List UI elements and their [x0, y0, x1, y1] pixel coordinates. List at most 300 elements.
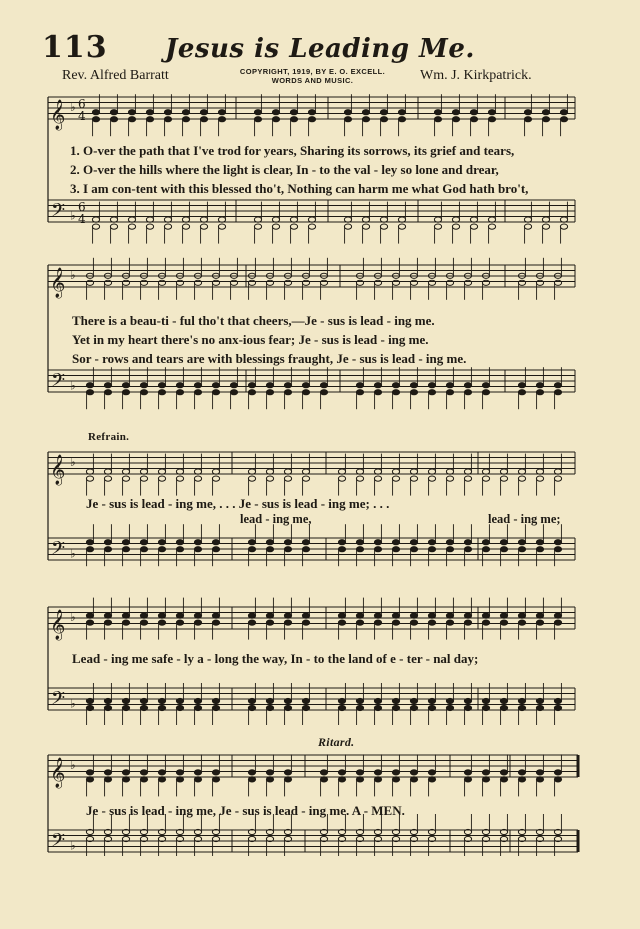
note-head	[518, 770, 525, 775]
note-head	[374, 469, 381, 474]
note-head	[122, 613, 129, 618]
note-head	[344, 224, 351, 229]
note-head	[524, 224, 531, 229]
note-head	[554, 383, 561, 388]
note-head	[266, 476, 273, 481]
note-head	[104, 469, 111, 474]
note-head	[554, 620, 561, 625]
note-head	[284, 390, 291, 395]
note-head	[158, 705, 165, 710]
note-head	[464, 476, 471, 481]
note-head	[374, 540, 381, 545]
copyright-notice: COPYRIGHT, 1919, BY E. O. EXCELL. WORDS AND MUSIC.	[239, 67, 386, 85]
note-head	[158, 540, 165, 545]
note-head	[554, 390, 561, 395]
note-head	[212, 620, 219, 625]
note-head	[560, 117, 567, 122]
flat-sign: ♭	[70, 100, 76, 114]
refrain-label: Refrain.	[88, 431, 130, 443]
note-head	[446, 540, 453, 545]
note-head	[122, 476, 129, 481]
note-head	[542, 217, 549, 222]
note-head	[536, 547, 543, 552]
note-head	[428, 620, 435, 625]
note-head	[140, 390, 147, 395]
note-head	[446, 698, 453, 703]
note-head	[428, 547, 435, 552]
note-head	[392, 705, 399, 710]
note-head	[464, 469, 471, 474]
note-head	[122, 705, 129, 710]
note-head	[86, 280, 93, 285]
flat-sign: ♭	[70, 378, 76, 393]
note-head	[446, 613, 453, 618]
note-head	[194, 705, 201, 710]
note-head	[554, 469, 561, 474]
note-head	[446, 476, 453, 481]
note-head	[344, 117, 351, 122]
refrain-line-1: Je - sus is lead - ing me, . . . Je - sus is lead - ing me; . . .	[86, 496, 390, 511]
note-head	[272, 217, 279, 222]
note-head	[248, 613, 255, 618]
note-head	[158, 390, 165, 395]
note-head	[164, 117, 171, 122]
bass-clef: 𝄢	[51, 538, 66, 564]
note-head	[374, 620, 381, 625]
note-head	[356, 613, 363, 618]
note-head	[158, 777, 165, 782]
note-head	[488, 217, 495, 222]
note-head	[92, 110, 99, 115]
note-head	[158, 280, 165, 285]
note-head	[398, 110, 405, 115]
note-head	[428, 777, 435, 782]
note-head	[248, 540, 255, 545]
note-head	[266, 698, 273, 703]
note-head	[248, 698, 255, 703]
note-head	[218, 110, 225, 115]
note-head	[524, 117, 531, 122]
note-head	[290, 117, 297, 122]
note-head	[428, 540, 435, 545]
note-head	[536, 698, 543, 703]
note-head	[110, 117, 117, 122]
note-head	[122, 540, 129, 545]
note-head	[302, 547, 309, 552]
note-head	[320, 770, 327, 775]
note-head	[104, 476, 111, 481]
note-head	[248, 777, 255, 782]
note-head	[446, 620, 453, 625]
note-head	[374, 547, 381, 552]
note-head	[248, 280, 255, 285]
note-head	[518, 540, 525, 545]
note-head	[362, 224, 369, 229]
note-head	[374, 613, 381, 618]
note-head	[182, 217, 189, 222]
note-head	[302, 613, 309, 618]
note-head	[302, 383, 309, 388]
note-head	[398, 217, 405, 222]
note-head	[254, 110, 261, 115]
note-head	[500, 540, 507, 545]
note-head	[104, 620, 111, 625]
note-head	[392, 698, 399, 703]
note-head	[446, 469, 453, 474]
note-head	[560, 224, 567, 229]
note-head	[410, 540, 417, 545]
note-head	[482, 777, 489, 782]
note-head	[428, 613, 435, 618]
note-head	[86, 476, 93, 481]
note-head	[176, 476, 183, 481]
note-head	[284, 383, 291, 388]
note-head	[86, 620, 93, 625]
note-head	[86, 469, 93, 474]
note-head	[284, 613, 291, 618]
note-head	[482, 613, 489, 618]
note-head	[176, 469, 183, 474]
note-head	[212, 383, 219, 388]
note-head	[380, 117, 387, 122]
note-head	[428, 705, 435, 710]
treble-clef: 𝄞	[50, 610, 66, 640]
note-head	[122, 777, 129, 782]
note-head	[266, 390, 273, 395]
note-head	[464, 705, 471, 710]
note-head	[266, 469, 273, 474]
note-head	[500, 777, 507, 782]
note-head	[464, 770, 471, 775]
note-head	[308, 224, 315, 229]
note-head	[446, 705, 453, 710]
note-head	[194, 390, 201, 395]
note-head	[86, 777, 93, 782]
note-head	[320, 280, 327, 285]
note-head	[374, 476, 381, 481]
note-head	[122, 390, 129, 395]
note-head	[86, 383, 93, 388]
bass-clef: 𝄢	[51, 830, 66, 856]
note-head	[140, 613, 147, 618]
note-head	[200, 117, 207, 122]
note-head	[230, 383, 237, 388]
note-head	[482, 705, 489, 710]
note-head	[308, 117, 315, 122]
note-head	[482, 540, 489, 545]
note-head	[554, 698, 561, 703]
note-head	[320, 383, 327, 388]
note-head	[212, 613, 219, 618]
note-head	[104, 280, 111, 285]
note-head	[392, 547, 399, 552]
note-head	[140, 547, 147, 552]
treble-clef: 𝄞	[50, 758, 66, 788]
note-head	[218, 217, 225, 222]
verse-1-line-1: 1. O-ver the path that I've trod for years, Sharing its sorrows, its grief and tears,	[70, 143, 515, 158]
note-head	[212, 469, 219, 474]
note-head	[104, 547, 111, 552]
note-head	[86, 705, 93, 710]
note-head	[500, 770, 507, 775]
author-credit: Rev. Alfred Barratt	[62, 68, 169, 83]
note-head	[500, 705, 507, 710]
note-head	[356, 777, 363, 782]
note-head	[554, 476, 561, 481]
note-head	[284, 705, 291, 710]
note-head	[542, 224, 549, 229]
note-head	[482, 620, 489, 625]
note-head	[464, 540, 471, 545]
note-head	[392, 390, 399, 395]
note-head	[176, 613, 183, 618]
note-head	[338, 476, 345, 481]
note-head	[464, 698, 471, 703]
note-head	[194, 547, 201, 552]
note-head	[356, 469, 363, 474]
note-head	[194, 476, 201, 481]
note-head	[290, 224, 297, 229]
note-head	[272, 224, 279, 229]
refrain-echo-1: lead - ing me,	[240, 512, 312, 526]
note-head	[212, 698, 219, 703]
flat-sign: ♭	[70, 455, 76, 469]
note-head	[284, 469, 291, 474]
note-head	[470, 110, 477, 115]
ritard-label: Ritard.	[318, 735, 355, 749]
note-head	[104, 698, 111, 703]
treble-clef: 𝄞	[50, 100, 66, 130]
note-head	[410, 280, 417, 285]
note-head	[194, 469, 201, 474]
note-head	[500, 476, 507, 481]
note-head	[380, 110, 387, 115]
note-head	[434, 117, 441, 122]
flat-sign: ♭	[70, 546, 76, 561]
note-head	[524, 110, 531, 115]
note-head	[266, 620, 273, 625]
note-head	[128, 224, 135, 229]
note-head	[194, 620, 201, 625]
note-head	[464, 547, 471, 552]
flat-sign: ♭	[70, 696, 76, 711]
note-head	[428, 476, 435, 481]
note-head	[194, 540, 201, 545]
note-head	[452, 224, 459, 229]
note-head	[536, 390, 543, 395]
note-head	[104, 777, 111, 782]
note-head	[176, 770, 183, 775]
note-head	[362, 217, 369, 222]
note-head	[302, 469, 309, 474]
note-head	[218, 224, 225, 229]
note-head	[410, 613, 417, 618]
note-head	[110, 217, 117, 222]
note-head	[212, 390, 219, 395]
note-head	[302, 280, 309, 285]
note-head	[464, 620, 471, 625]
note-head	[356, 705, 363, 710]
note-head	[554, 613, 561, 618]
note-head	[86, 698, 93, 703]
note-head	[536, 476, 543, 481]
note-head	[452, 110, 459, 115]
note-head	[302, 620, 309, 625]
note-head	[374, 383, 381, 388]
note-head	[428, 698, 435, 703]
note-head	[518, 390, 525, 395]
note-head	[248, 390, 255, 395]
note-head	[518, 476, 525, 481]
note-head	[542, 117, 549, 122]
note-head	[536, 613, 543, 618]
note-head	[518, 613, 525, 618]
note-head	[248, 770, 255, 775]
note-head	[122, 383, 129, 388]
bass-clef: 𝄢	[51, 688, 66, 714]
note-head	[158, 698, 165, 703]
note-head	[398, 117, 405, 122]
note-head	[446, 280, 453, 285]
note-head	[410, 620, 417, 625]
note-head	[470, 224, 477, 229]
hymn-title: Jesus is Leading Me.	[165, 34, 475, 64]
note-head	[158, 383, 165, 388]
note-head	[536, 705, 543, 710]
time-signature-bottom: 4	[78, 212, 86, 226]
note-head	[518, 777, 525, 782]
note-head	[218, 117, 225, 122]
note-head	[464, 613, 471, 618]
flat-sign: ♭	[70, 208, 76, 223]
note-head	[212, 540, 219, 545]
note-head	[410, 390, 417, 395]
note-head	[536, 540, 543, 545]
note-head	[392, 540, 399, 545]
note-head	[392, 383, 399, 388]
flat-sign: ♭	[70, 758, 76, 772]
note-head	[284, 777, 291, 782]
note-head	[104, 770, 111, 775]
note-head	[92, 224, 99, 229]
note-head	[338, 770, 345, 775]
verse-2-line-1: 2. O-ver the hills where the light is clear, In - to the val - ley so lone and drear,	[70, 162, 499, 177]
note-head	[482, 698, 489, 703]
note-head	[482, 547, 489, 552]
note-head	[248, 620, 255, 625]
note-head	[164, 224, 171, 229]
note-head	[500, 613, 507, 618]
note-head	[428, 469, 435, 474]
note-head	[146, 110, 153, 115]
note-head	[122, 698, 129, 703]
note-head	[302, 705, 309, 710]
time-signature-top: 6	[78, 200, 86, 214]
note-head	[176, 705, 183, 710]
refrain-line-3: Je - sus is lead - ing me, Je - sus is lead - ing me. A - MEN.	[86, 803, 405, 818]
note-head	[338, 547, 345, 552]
note-head	[92, 217, 99, 222]
note-head	[320, 777, 327, 782]
note-head	[356, 476, 363, 481]
note-head	[176, 280, 183, 285]
note-head	[392, 770, 399, 775]
note-head	[194, 698, 201, 703]
note-head	[554, 777, 561, 782]
note-head	[464, 280, 471, 285]
note-head	[356, 280, 363, 285]
note-head	[140, 698, 147, 703]
note-head	[110, 224, 117, 229]
note-head	[518, 547, 525, 552]
note-head	[266, 777, 273, 782]
note-head	[428, 390, 435, 395]
note-head	[392, 777, 399, 782]
note-head	[398, 224, 405, 229]
note-head	[356, 698, 363, 703]
note-head	[164, 217, 171, 222]
note-head	[500, 469, 507, 474]
note-head	[302, 476, 309, 481]
note-head	[482, 383, 489, 388]
refrain-echo-2: lead - ing me;	[488, 512, 561, 526]
note-head	[488, 117, 495, 122]
note-head	[356, 770, 363, 775]
note-head	[410, 698, 417, 703]
note-head	[104, 390, 111, 395]
note-head	[272, 117, 279, 122]
note-head	[518, 620, 525, 625]
note-head	[344, 217, 351, 222]
note-head	[122, 547, 129, 552]
note-head	[176, 390, 183, 395]
note-head	[212, 476, 219, 481]
note-head	[122, 770, 129, 775]
note-head	[158, 770, 165, 775]
note-head	[284, 770, 291, 775]
note-head	[554, 280, 561, 285]
note-head	[86, 613, 93, 618]
note-head	[128, 217, 135, 222]
note-head	[146, 224, 153, 229]
hymn-number: 113	[42, 30, 108, 65]
note-head	[536, 620, 543, 625]
note-head	[182, 110, 189, 115]
note-head	[146, 117, 153, 122]
note-head	[338, 698, 345, 703]
note-head	[452, 217, 459, 222]
composer-credit: Wm. J. Kirkpatrick.	[420, 68, 532, 83]
note-head	[182, 224, 189, 229]
note-head	[248, 476, 255, 481]
flat-sign: ♭	[70, 268, 76, 282]
note-head	[86, 540, 93, 545]
note-head	[146, 217, 153, 222]
verse-3-line-2: Sor - rows and tears are with blessings fraught, Je - sus is lead - ing me.	[72, 351, 467, 366]
note-head	[410, 476, 417, 481]
note-head	[338, 469, 345, 474]
note-head	[518, 698, 525, 703]
note-head	[452, 117, 459, 122]
note-head	[158, 469, 165, 474]
note-head	[92, 117, 99, 122]
note-head	[194, 383, 201, 388]
note-head	[500, 547, 507, 552]
note-head	[128, 117, 135, 122]
note-head	[536, 280, 543, 285]
note-head	[464, 383, 471, 388]
note-head	[518, 469, 525, 474]
